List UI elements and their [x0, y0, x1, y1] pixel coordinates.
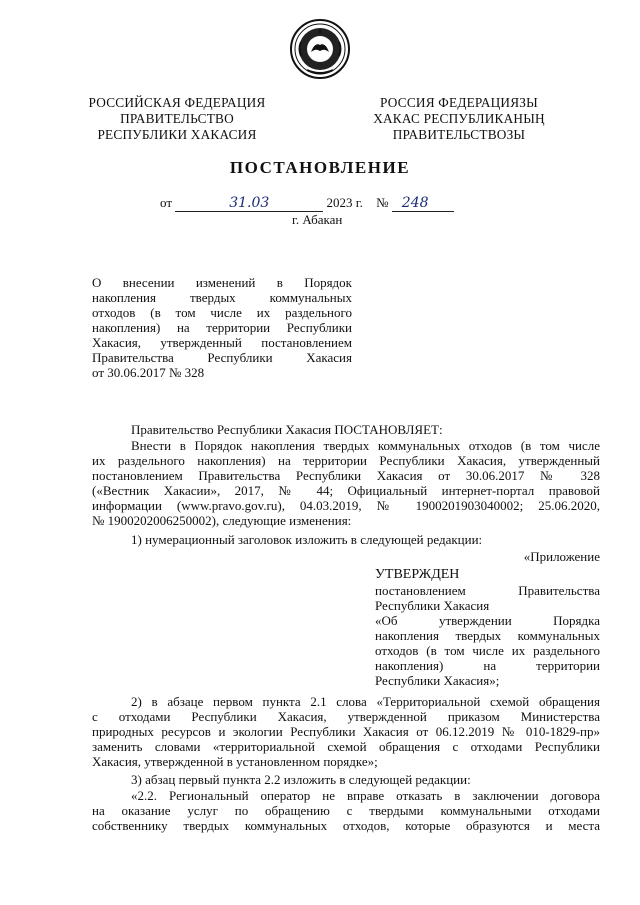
approved-line: Республики Хакасия: [375, 598, 490, 613]
paragraph-line: № 1900202006250002), следующие изменения:: [92, 513, 352, 528]
item-3-text: [92, 788, 600, 833]
item-1: 1) нумерационный заголовок изложить в следующей редакции:: [131, 532, 483, 547]
paragraph-line: («Вестник Хакасии», 2017, № 44; Официальный интернет-портал правовой: [92, 483, 600, 498]
header-right-line: РОССИЯ ФЕДЕРАЦИЯЗЫ: [380, 95, 538, 110]
header-left: [84, 95, 270, 143]
header-right-line: ХАКАС РЕСПУБЛИКАНЫҢ: [373, 111, 545, 126]
item-2-line: с отходами Республики Хакасия, утвержденной приказом Министерства: [92, 709, 600, 724]
header-right-line: ПРАВИТЕЛЬСТВОЗЫ: [392, 127, 526, 142]
year-label: 2023 г.: [326, 195, 363, 210]
subject-line: накопления) на территории Республики: [92, 320, 352, 335]
number-field: [392, 195, 454, 212]
subject-line: отходов (в том числе их раздельного: [92, 305, 352, 320]
approved-line: «Об утверждении Порядка: [375, 613, 600, 628]
item-3: 3) абзац первый пункта 2.2 изложить в следующей редакции:: [131, 772, 471, 787]
item-3-line: собственнику твердых коммунальных отходов, которые образуются и места: [92, 818, 600, 833]
approved-line: постановлением Правительства: [375, 583, 600, 598]
item-3-line: «2.2. Региональный оператор не вправе отказать в заключении договора: [131, 788, 600, 803]
subject-line: Правительства Республики Хакасия: [92, 350, 352, 365]
subject-line: накопления твердых коммунальных: [92, 290, 352, 305]
subject-line: О внесении изменений в Порядок: [92, 275, 352, 290]
number-handwritten: 248: [401, 195, 429, 211]
item-2-line: заменить словами «территориальной схемой обращения с отходами Республики: [92, 739, 600, 754]
approved-heading: УТВЕРЖДЕН: [375, 567, 460, 582]
header-left-line: РЕСПУБЛИКИ ХАКАСИЯ: [97, 127, 257, 142]
approved-line: Республики Хакасия»;: [375, 673, 500, 688]
coat-of-arms-emblem: [289, 18, 351, 80]
date-number-line: [160, 195, 454, 212]
appendix-label: «Приложение: [523, 549, 600, 564]
item-3-line: на оказание услуг по обращению с твердыми коммунальными отходами: [92, 803, 600, 818]
header-left-line: ПРАВИТЕЛЬСТВО: [120, 111, 234, 126]
paragraph-line: постановлением Правительства Республики Хакасия от 30.06.2017 № 328: [92, 468, 600, 483]
date-handwritten: 31.03: [229, 195, 270, 211]
subject-line: Хакасия, утвержденный постановлением: [92, 335, 352, 350]
item-2-line: природных ресурсов и экологии Республики Хакасия от 06.12.2019 № 010-1829-пр»: [92, 724, 600, 739]
item-2: [92, 694, 600, 769]
header-right: [366, 95, 552, 143]
from-label: от: [160, 195, 173, 210]
paragraph-1: [92, 438, 600, 528]
approved-block: [375, 566, 600, 688]
paragraph-line: информации (www.pravo.gov.ru), 04.03.2019, № 1900201903040002; 25.06.2020,: [92, 498, 600, 513]
document-title: ПОСТАНОВЛЕНИЕ: [229, 158, 411, 177]
subject-block: [92, 275, 352, 380]
number-label: №: [376, 195, 389, 210]
paragraph-line: Внести в Порядок накопления твердых коммунальных отходов (в том числе: [131, 438, 600, 453]
approved-line: накопления твердых коммунальных: [375, 628, 600, 643]
header-left-line: РОССИЙСКАЯ ФЕДЕРАЦИЯ: [88, 95, 266, 110]
item-2-line: Хакасия, утвержденной в установленном порядке»;: [92, 754, 378, 769]
item-2-line: 2) в абзаце первом пункта 2.1 слова «Территориальной схемой обращения: [131, 694, 600, 709]
approved-line: накопления) на территории: [375, 658, 600, 673]
preamble: Правительство Республики Хакасия ПОСТАНОВЛЯЕТ:: [131, 422, 443, 437]
paragraph-line: их раздельного накопления) на территории Республики Хакасия, утвержденный: [92, 453, 600, 468]
subject-line: от 30.06.2017 № 328: [92, 365, 205, 380]
date-field: [175, 195, 323, 212]
approved-line: отходов (в том числе их раздельного: [375, 643, 600, 658]
city-label: г. Абакан: [292, 212, 343, 227]
